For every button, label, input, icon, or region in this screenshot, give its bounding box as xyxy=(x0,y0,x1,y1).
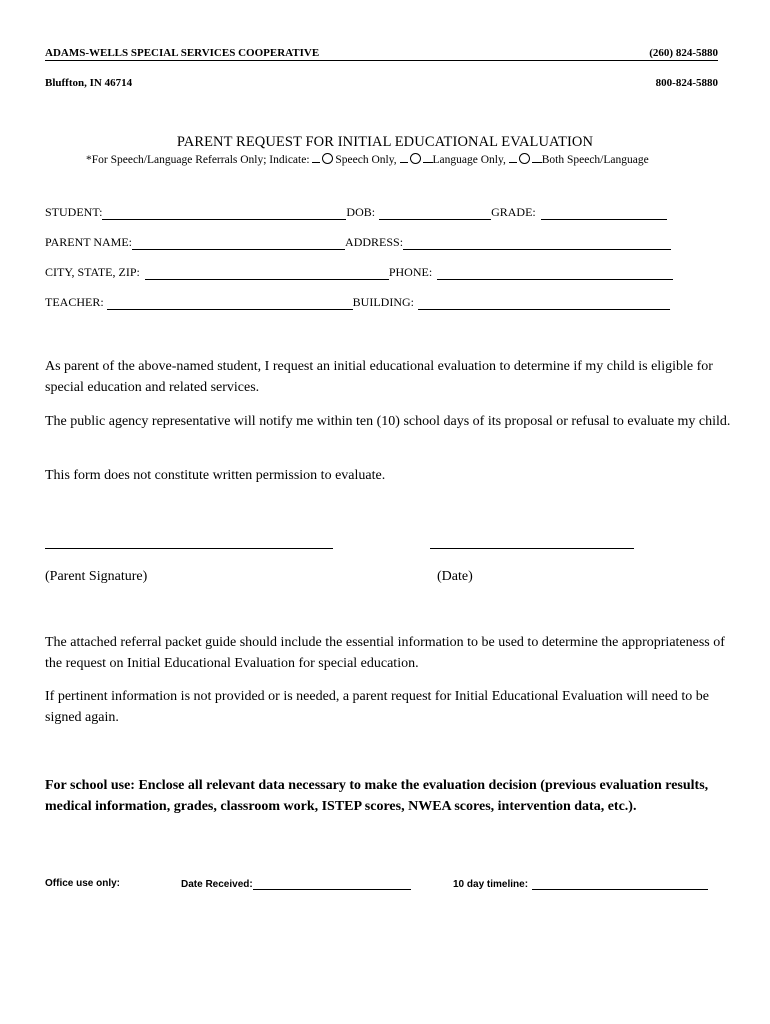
speech-only-blank[interactable] xyxy=(312,162,320,163)
parent-name-label: PARENT NAME: xyxy=(45,235,133,249)
both-radio[interactable] xyxy=(519,153,530,164)
teacher-label: TEACHER: xyxy=(45,295,104,309)
parent-signature-label: (Parent Signature) xyxy=(45,569,148,584)
both-label: Both Speech/Language xyxy=(541,154,649,166)
building-field[interactable] xyxy=(418,297,670,310)
language-only-label: Language Only, xyxy=(432,154,506,166)
address-label: ADDRESS: xyxy=(345,235,404,249)
referral-options xyxy=(86,153,649,166)
date-label: (Date) xyxy=(437,569,473,584)
phone-field[interactable] xyxy=(437,267,673,280)
timeline-label: 10 day timeline: xyxy=(453,879,529,890)
parent-name-field[interactable] xyxy=(132,237,345,250)
student-label: STUDENT: xyxy=(45,205,103,219)
grade-field[interactable] xyxy=(541,207,667,220)
permission-paragraph: This form does not constitute written permission to evaluate. xyxy=(45,468,386,483)
language-only-blank[interactable] xyxy=(400,162,408,163)
form-title: PARENT REQUEST FOR INITIAL EDUCATIONAL EVALUATION xyxy=(176,134,594,150)
city-row xyxy=(45,265,673,280)
date-line[interactable] xyxy=(430,548,634,549)
both-line xyxy=(532,162,542,163)
speech-only-label: Speech Only, xyxy=(335,154,397,166)
city-state-zip-field[interactable] xyxy=(145,267,389,280)
header-rule xyxy=(45,60,718,61)
pertinent-info-paragraph: If pertinent information is not provided or is needed, a parent request for Initial Educational Evaluation will need to be signed again. xyxy=(45,689,710,725)
student-row xyxy=(45,205,667,220)
request-paragraph: As parent of the above-named student, I request an initial educational evaluation to determine if my child is eligible for special education and related services. xyxy=(45,359,713,395)
parent-row xyxy=(45,235,671,250)
timeline-row xyxy=(453,878,708,890)
timeline-field[interactable] xyxy=(532,878,708,890)
org-phone: (260) 824-5880 xyxy=(649,47,718,59)
speech-only-radio[interactable] xyxy=(322,153,333,164)
phone-label: PHONE: xyxy=(388,265,433,279)
building-label: BUILDING: xyxy=(352,295,414,309)
date-received-label: Date Received: xyxy=(181,879,253,890)
both-blank[interactable] xyxy=(509,162,517,163)
dob-label: DOB: xyxy=(346,205,376,219)
city-state-zip-label: CITY, STATE, ZIP: xyxy=(45,265,140,279)
language-only-radio[interactable] xyxy=(410,153,421,164)
teacher-row xyxy=(45,295,670,310)
teacher-field[interactable] xyxy=(107,297,353,310)
dob-field[interactable] xyxy=(379,207,491,220)
notification-paragraph: The public agency representative will notify me within ten (10) school days of its proposal or refusal to evaluate my child. xyxy=(45,414,731,429)
student-field[interactable] xyxy=(102,207,346,220)
office-use-label: Office use only: xyxy=(45,878,121,889)
parent-signature-line[interactable] xyxy=(45,548,333,549)
date-received-field[interactable] xyxy=(253,878,411,890)
org-toll-free: 800-824-5880 xyxy=(655,77,718,89)
referral-guide-paragraph: The attached referral packet guide should include the essential information to be used to determine the appropriateness of the request on Initial Educational Evaluation for special education. xyxy=(45,635,725,671)
referral-prefix: *For Speech/Language Referrals Only; Indicate: xyxy=(86,154,310,166)
address-field[interactable] xyxy=(403,237,671,250)
language-only-line xyxy=(423,162,433,163)
date-received-row xyxy=(181,878,411,890)
grade-label: GRADE: xyxy=(491,205,536,219)
org-city: Bluffton, IN 46714 xyxy=(45,77,133,89)
school-use-paragraph: For school use: Enclose all relevant data necessary to make the evaluation decision (previous evaluation results, medical information, grades, classroom work, ISTEP scores, NWEA scores, intervention data, etc.). xyxy=(45,778,709,814)
org-name: ADAMS-WELLS SPECIAL SERVICES COOPERATIVE xyxy=(45,47,320,59)
